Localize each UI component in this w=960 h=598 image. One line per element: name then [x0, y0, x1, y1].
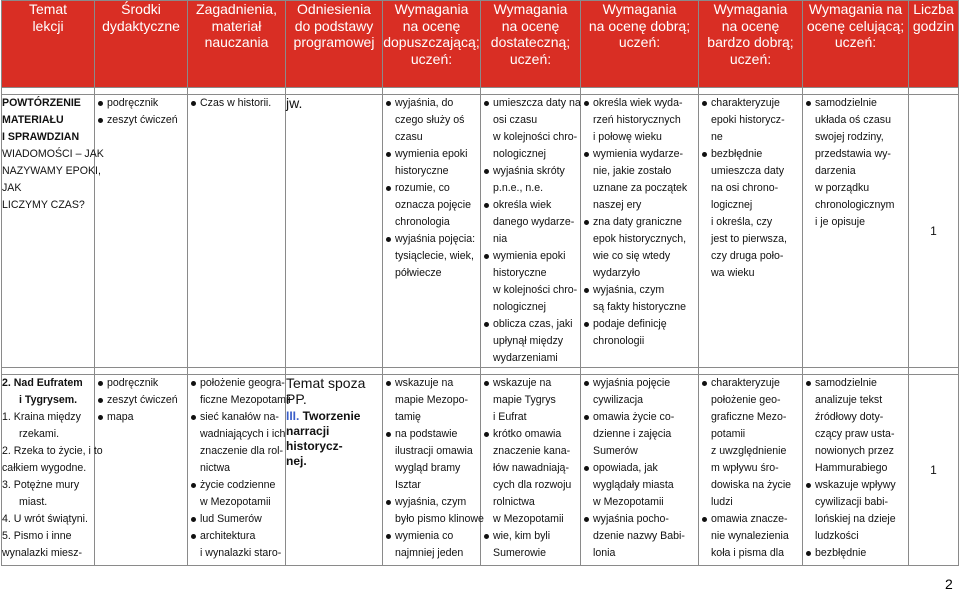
requirement-item: wyglądały miasta	[593, 479, 674, 491]
requirement-item: osi czasu	[493, 114, 538, 126]
topic-line: rzekami.	[19, 428, 60, 440]
topic-line: I SPRAWDZIAN	[2, 131, 80, 143]
requirement-item: na osi chrono-	[711, 182, 779, 194]
requirement-item: epoki historycz-	[711, 114, 785, 126]
issue-item: w Mezopotamii	[200, 496, 271, 508]
requirement-item: omawia życie co-	[581, 409, 698, 426]
requirement-item: samodzielnie	[803, 95, 908, 112]
teaching-aid-item: zeszyt ćwiczeń	[95, 112, 187, 129]
header-line: Wymagania	[493, 1, 568, 17]
row2-hours: 1	[909, 375, 959, 566]
requirement-item: w kolejności chro-	[493, 284, 578, 296]
core-text-a: Temat spoza	[286, 375, 366, 391]
requirement-item: w Mezopotamii	[493, 513, 564, 525]
requirement-item: chronologicznym	[815, 199, 895, 211]
requirement-item: charakteryzuje	[699, 375, 802, 392]
requirement-item: czy druga poło-	[711, 250, 784, 262]
requirement-item: wymienia epoki	[481, 248, 580, 265]
requirement-item: dzenie nazwy Babi-	[593, 530, 685, 542]
header-line: bardzo dobrą;	[707, 34, 794, 50]
requirement-item: wyjaśnia, do	[383, 95, 480, 112]
requirement-item: wydarzyło	[593, 267, 641, 279]
requirement-item: danego wydarze-	[493, 216, 575, 228]
header-topic	[2, 1, 95, 88]
teaching-aid-item: podręcznik	[95, 95, 187, 112]
requirement-item: wyjaśnia pojęcie	[581, 375, 698, 392]
topic-line: 2. Rzeka to życie, i to	[2, 445, 103, 457]
requirement-item: ilustracji omawia	[395, 445, 473, 457]
requirement-item: krótko omawia	[481, 426, 580, 443]
header-line: na ocenę dobrą;	[588, 17, 691, 34]
requirement-item: z uwzględnienie	[711, 445, 787, 457]
row1-issues	[188, 95, 286, 368]
requirement-item: wyjaśnia pocho-	[581, 511, 698, 528]
requirement-item: uznane za początek	[593, 182, 688, 194]
topic-line: i Tygrysem.	[19, 394, 78, 406]
header-line: Odniesienia	[297, 1, 371, 17]
issue-item: architektura	[188, 528, 285, 545]
row1-req-good	[581, 95, 699, 368]
requirement-item: umieszcza daty	[711, 165, 785, 177]
requirement-item: jest to pierwsza,	[711, 233, 787, 245]
requirement-item: i połowę wieku	[593, 131, 662, 143]
issue-item: znaczenie dla rol-	[200, 445, 284, 457]
requirement-item: wskazuje na	[481, 375, 580, 392]
requirement-item: charakteryzuje	[699, 95, 802, 112]
page-number: 2	[945, 576, 953, 592]
requirement-item: mapie Mezopo-	[395, 394, 469, 406]
header-line: Wymagania	[602, 1, 677, 17]
header-line: na ocenę	[501, 17, 560, 34]
requirement-item: opowiada, jak	[581, 460, 698, 477]
requirement-item: rolnictwa	[493, 496, 535, 508]
topic-line: całkiem wygodne.	[2, 462, 87, 474]
header-means	[95, 1, 188, 88]
requirement-item: samodzielnie	[803, 375, 908, 392]
header-line: dydaktyczne	[102, 17, 180, 34]
issue-item: życie codzienne	[188, 477, 285, 494]
requirement-item: cywilizacji babi-	[815, 496, 888, 508]
topic-line: 3. Potężne mury	[2, 479, 80, 491]
header-line: uczeń:	[410, 50, 453, 67]
requirement-item: mapie Tygrys	[493, 394, 556, 406]
requirement-item: są fakty historyczne	[593, 301, 687, 313]
requirement-item: lonia	[593, 547, 616, 559]
topic-line: POWTÓRZENIE	[2, 97, 81, 109]
header-line: na ocenę	[721, 17, 780, 34]
header-line: programowej	[293, 34, 375, 50]
header-req-pass	[383, 1, 481, 88]
requirement-item: cych dla rozwoju	[493, 479, 572, 491]
requirement-item: wa wieku	[711, 267, 755, 279]
header-line: do podstawy	[294, 17, 374, 34]
issue-item: wadniających i ich	[200, 428, 286, 440]
requirement-item: określa wiek	[481, 197, 580, 214]
header-hours	[909, 1, 959, 88]
row2-req-good	[581, 375, 699, 566]
core-roman-num: III.	[286, 409, 300, 423]
requirement-item: bezbłędnie	[699, 146, 802, 163]
row1-req-vgood	[699, 95, 803, 368]
issue-item: lud Sumerów	[188, 511, 285, 528]
requirement-item: i określa, czy	[711, 216, 773, 228]
requirement-item: układa oś czasu	[815, 114, 891, 126]
issue-item: Czas w historii.	[188, 95, 285, 112]
row1-means	[95, 95, 188, 368]
header-line: materiał	[211, 17, 262, 34]
teaching-aid-item: zeszyt ćwiczeń	[95, 392, 187, 409]
header-line: godzin	[912, 17, 955, 34]
header-line: uczeń:	[729, 50, 772, 67]
core-ref: jw.	[286, 95, 303, 111]
requirement-item: wyjaśnia skróty	[481, 163, 580, 180]
requirement-item: umieszcza daty na	[481, 95, 580, 112]
row1-req-sat	[481, 95, 581, 368]
requirement-item: nie wynalezienia	[711, 530, 789, 542]
header-line: lekcji	[32, 17, 64, 34]
requirement-item: chronologia	[395, 216, 450, 228]
requirement-item: podaje definicję	[581, 316, 698, 333]
requirement-item: łów nawadniają-	[493, 462, 569, 474]
header-core	[286, 1, 383, 88]
requirement-item: i je opisuje	[815, 216, 866, 228]
requirement-item: i Eufrat	[493, 411, 527, 423]
requirement-item: historyczne	[395, 165, 449, 177]
header-line: na ocenę	[402, 17, 461, 34]
requirement-item: nologicznej	[493, 148, 547, 160]
requirement-item: oblicza czas, jaki	[481, 316, 580, 333]
requirement-item: rzeń historycznych	[593, 114, 681, 126]
header-req-vgood	[699, 1, 803, 88]
row2-req-sat	[481, 375, 581, 566]
issue-item: ficzne Mezopotamii	[200, 394, 291, 406]
row1-req-excel	[803, 95, 909, 368]
row2-core	[286, 375, 383, 566]
requirement-item: p.n.e., n.e.	[493, 182, 544, 194]
topic-line: miast.	[19, 496, 48, 508]
requirement-item: darzenia	[815, 165, 856, 177]
requirement-item: czący praw usta-	[815, 428, 895, 440]
topic-line: LICZYMY CZAS?	[2, 199, 85, 211]
requirement-item: swojej rodziny,	[815, 131, 884, 143]
topic-line: 4. U wrót świątyni.	[2, 513, 88, 525]
header-line: dostateczną;	[490, 34, 571, 50]
teaching-aid-item: mapa	[95, 409, 187, 426]
row2-issues	[188, 375, 291, 566]
requirement-item: wyjaśnia, czym	[581, 282, 698, 299]
header-line: Wymagania na	[808, 1, 903, 17]
requirement-item: historyczne	[493, 267, 547, 279]
header-line: Temat	[28, 1, 68, 17]
requirement-item: zna daty graniczne	[581, 214, 698, 231]
requirement-item: dowiska na życie	[711, 479, 792, 491]
requirement-item: ne	[711, 131, 723, 143]
requirement-item: m wpływu śro-	[711, 462, 779, 474]
requirement-item: na podstawie	[383, 426, 480, 443]
requirement-item: epok historycznych,	[593, 233, 687, 245]
topic-line: WIADOMOŚCI – JAK	[2, 148, 104, 160]
requirement-item: przedstawia wy-	[815, 148, 891, 160]
row2-req-vgood	[699, 375, 803, 566]
issue-item: nictwa	[200, 462, 231, 474]
header-line: uczeń:	[509, 50, 552, 67]
row1-topic	[2, 95, 104, 368]
requirement-item: analizuje tekst	[815, 394, 883, 406]
header-line: Liczba	[913, 1, 954, 17]
requirement-item: cywilizacja	[593, 394, 644, 406]
header-line: Wymagania	[394, 1, 469, 17]
requirement-item: ludzkości	[815, 530, 859, 542]
topic-line: wynalazki miesz-	[2, 547, 83, 559]
requirement-item: Hammurabiego	[815, 462, 888, 474]
requirement-item: tysiąclecie, wiek,	[395, 250, 474, 262]
lesson-row-1	[2, 95, 959, 368]
requirement-item: nie, jakie zostało	[593, 165, 672, 177]
core-text-b: PP.	[286, 391, 307, 407]
requirement-item: wygląd bramy	[395, 462, 461, 474]
issue-item: i wynalazki staro-	[200, 547, 282, 559]
requirement-item: w Mezopotamii	[593, 496, 664, 508]
requirement-item: znaczenie kana-	[493, 445, 571, 457]
requirement-item: wskazuje na	[383, 375, 480, 392]
topic-line: MATERIAŁU	[2, 114, 64, 126]
requirement-item: naszej ery	[593, 199, 642, 211]
header-line: Zagadnienia,	[196, 1, 277, 17]
requirement-item: wymienia wydarze-	[581, 146, 698, 163]
topic-line: 2. Nad Eufratem	[2, 377, 83, 389]
topic-line: NAZYWAMY EPOKI,	[2, 165, 101, 177]
requirement-item: dzienne i zajęcia	[593, 428, 672, 440]
row2-topic	[2, 375, 103, 566]
header-line: Wymagania	[713, 1, 788, 17]
requirement-item: w porządku	[815, 182, 870, 194]
requirement-item: wie co się wtedy	[593, 250, 671, 262]
requirement-item: upłynął między	[493, 335, 564, 347]
header-line: uczeń:	[834, 34, 877, 50]
header-req-excel	[803, 1, 909, 88]
header-req-sat	[481, 1, 581, 88]
requirement-item: graficzne Mezo-	[711, 411, 787, 423]
row1-req-pass	[383, 95, 481, 368]
requirement-item: ludzi	[711, 496, 733, 508]
requirement-item: bezbłędnie	[803, 545, 908, 562]
header-line: Środki	[121, 1, 161, 17]
requirement-item: rozumie, co	[383, 180, 480, 197]
topic-line: JAK	[2, 182, 22, 194]
requirement-item: tamię	[395, 411, 421, 423]
header-line: nauczania	[204, 34, 269, 50]
requirement-item: źródłowy doty-	[815, 411, 884, 423]
issue-item: sieć kanałów na-	[188, 409, 285, 426]
row2-req-excel	[803, 375, 909, 566]
requirement-item: czego służy oś	[395, 114, 465, 126]
header-line: ocenę celującą;	[806, 17, 905, 34]
requirement-item: wydarzeniami	[493, 352, 558, 364]
requirement-item: omawia znacze-	[699, 511, 802, 528]
requirement-item: Sumerowie	[493, 547, 546, 559]
requirement-item: określa wiek wyda-	[581, 95, 698, 112]
header-issues	[188, 1, 286, 88]
requirement-item: wskazuje wpływy	[803, 477, 908, 494]
row1-hours: 1	[909, 95, 959, 368]
requirement-item: chronologii	[593, 335, 645, 347]
requirement-item: nologicznej	[493, 301, 547, 313]
header-line: dopuszczającą;	[383, 34, 480, 50]
requirement-item: w kolejności chro-	[493, 131, 578, 143]
row2-means	[95, 375, 188, 566]
core-narration: III. Tworzenie narracji historycz- nej.	[286, 409, 361, 468]
curriculum-table	[1, 0, 959, 566]
requirement-item: oznacza pojęcie	[395, 199, 471, 211]
requirement-item: wie, kim byli	[481, 528, 580, 545]
row2-req-pass	[383, 375, 484, 566]
issue-item: położenie geogra-	[188, 375, 285, 392]
topic-line: 5. Pismo i inne	[2, 530, 72, 542]
requirement-item: półwiecze	[395, 267, 442, 279]
requirement-item: czasu	[395, 131, 423, 143]
requirement-item: najmniej jeden	[395, 547, 464, 559]
header-row	[2, 1, 959, 88]
header-req-good	[581, 1, 699, 88]
requirement-item: wyjaśnia pojęcia:	[383, 231, 480, 248]
requirement-item: koła i pisma dla	[711, 547, 785, 559]
requirement-item: położenie geo-	[711, 394, 781, 406]
requirement-item: było pismo klinowe	[395, 513, 484, 525]
topic-line: 1. Kraina między	[2, 411, 81, 423]
row1-core	[286, 95, 383, 368]
requirement-item: lońskiej na dzieje	[815, 513, 896, 525]
requirement-item: potamii	[711, 428, 746, 440]
requirement-item: Isztar	[395, 479, 421, 491]
requirement-item: wymienia epoki	[383, 146, 480, 163]
requirement-item: wyjaśnia, czym	[383, 494, 480, 511]
requirement-item: Sumerów	[593, 445, 638, 457]
requirement-item: nowionych przez	[815, 445, 894, 457]
header-line: uczeń:	[618, 34, 661, 50]
requirement-item: logicznej	[711, 199, 753, 211]
teaching-aid-item: podręcznik	[95, 375, 187, 392]
requirement-item: wymienia co	[383, 528, 480, 545]
requirement-item: nia	[493, 233, 508, 245]
lesson-row-2	[2, 375, 959, 566]
